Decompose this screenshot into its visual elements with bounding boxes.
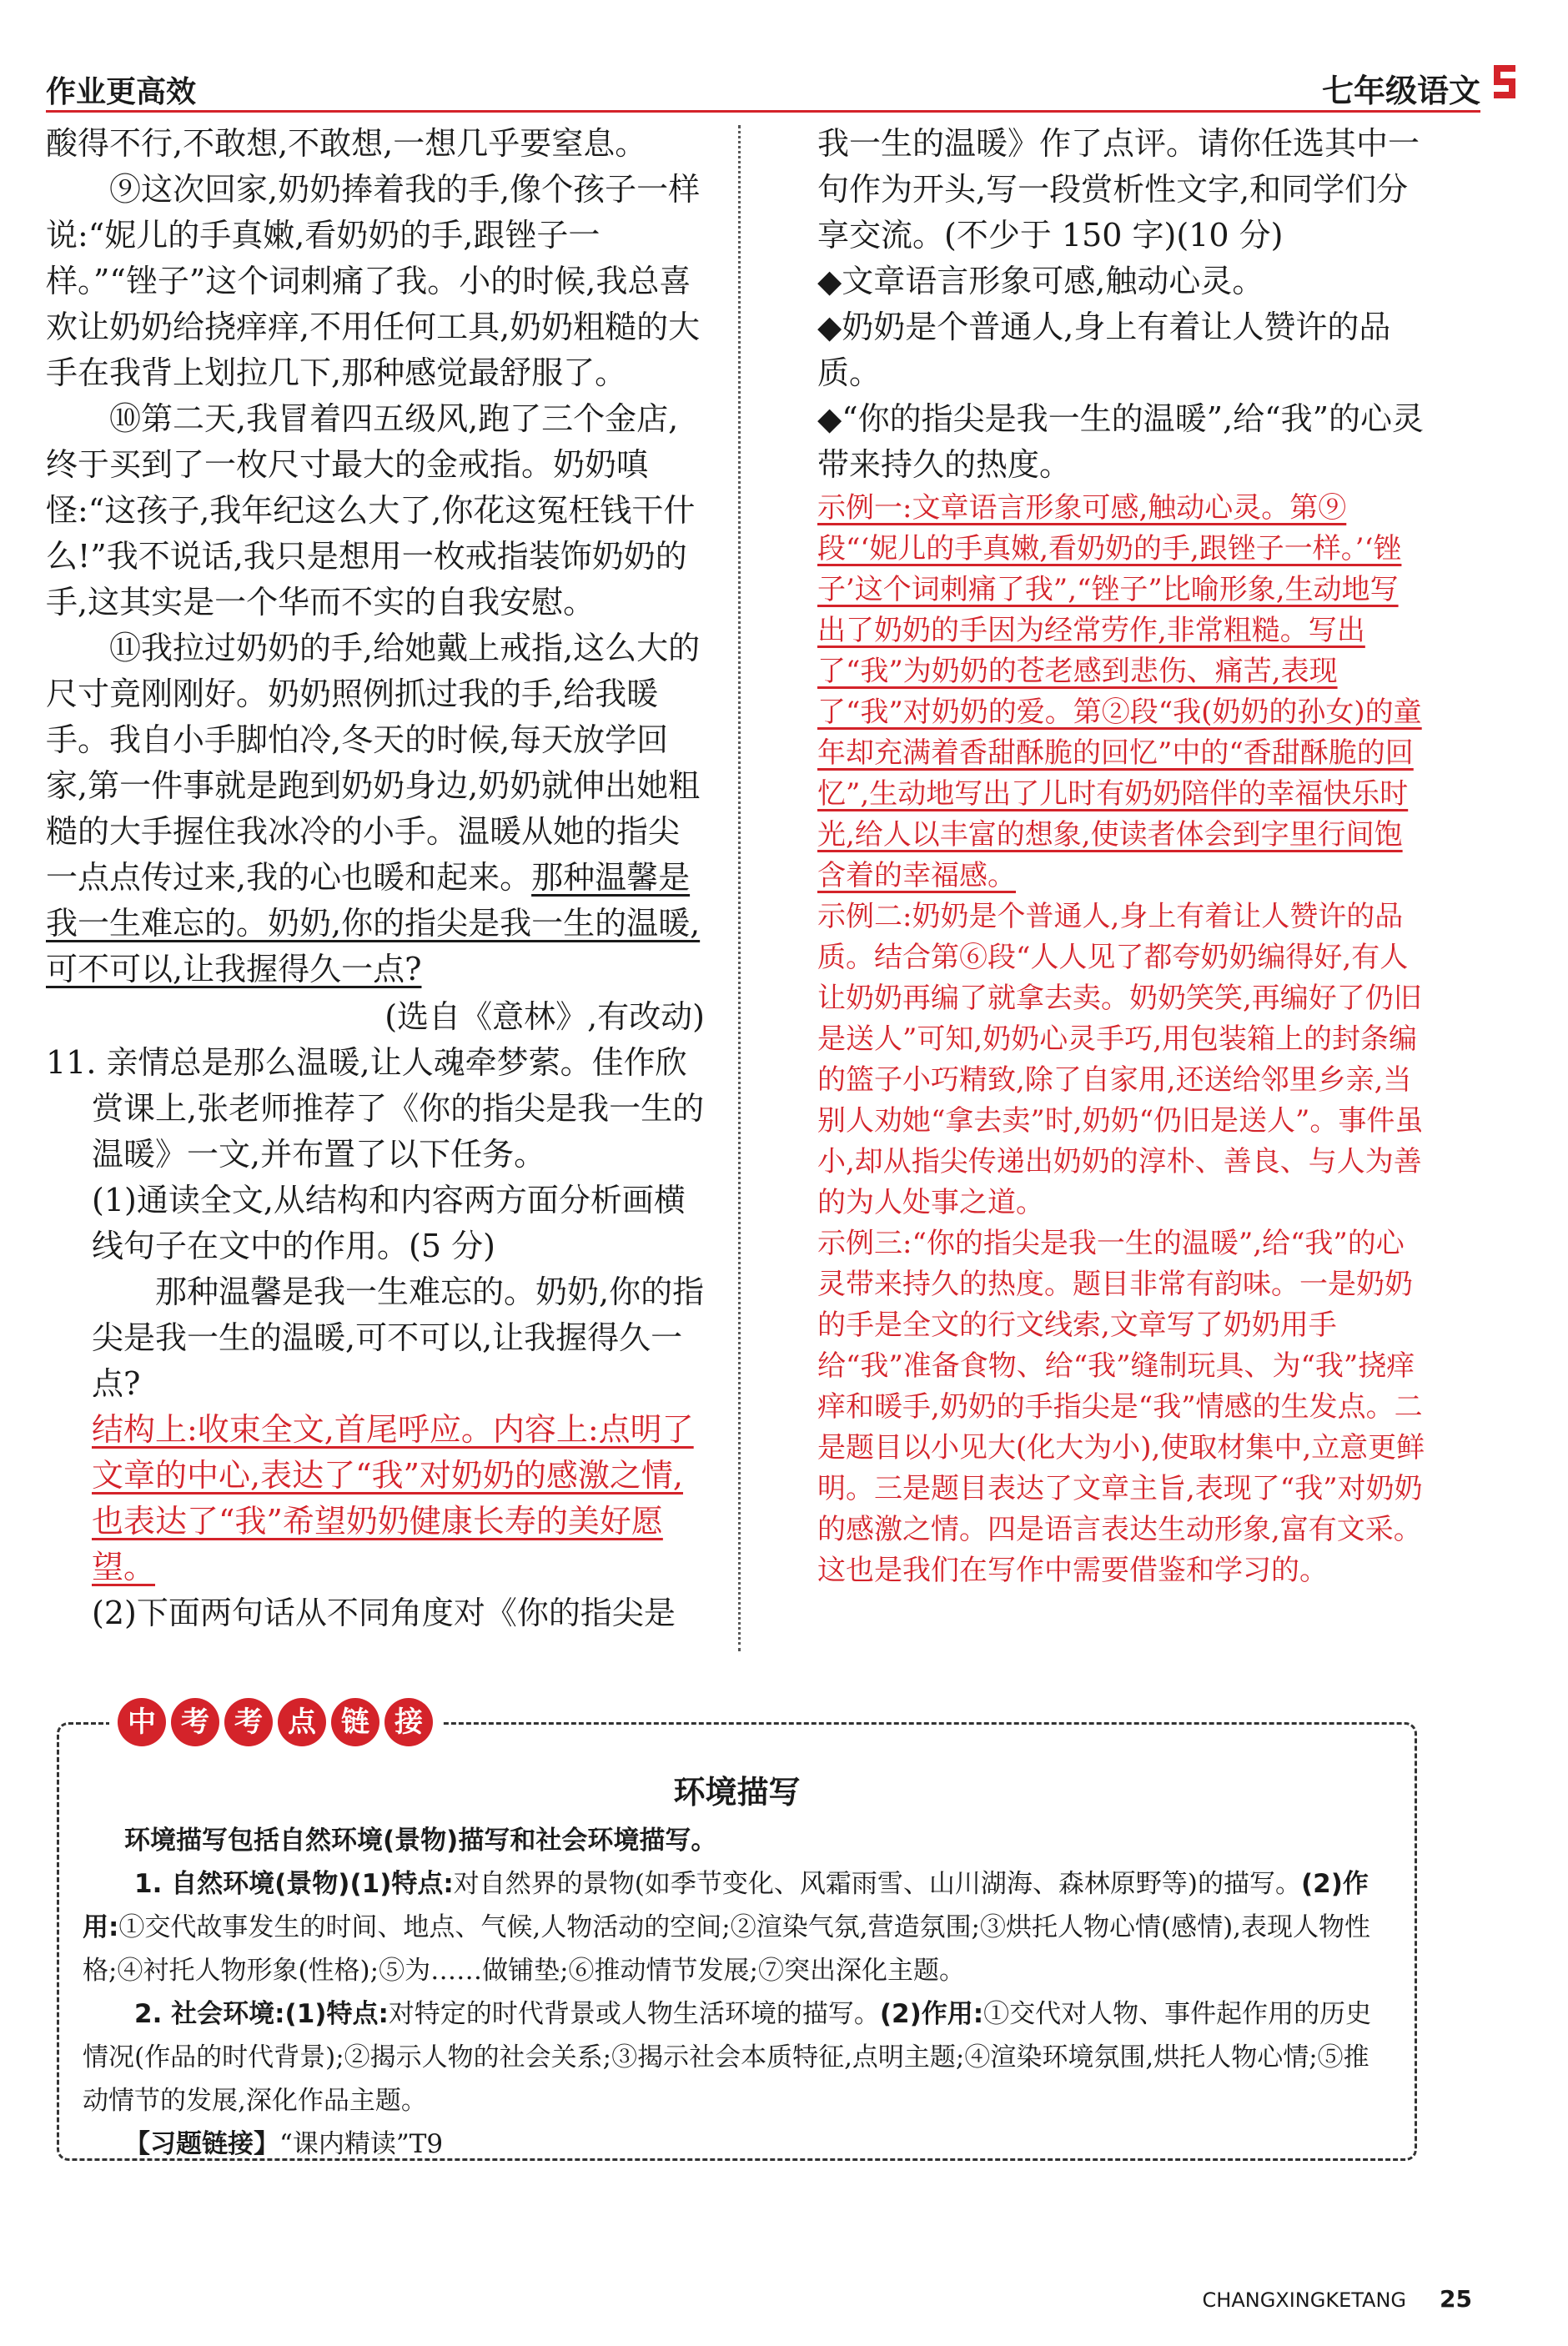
paragraph-9: ⑨这次回家,奶奶捧着我的手,像个孩子一样说:“妮儿的手真嫩,看奶奶的手,跟锉子一样。”“锉子”这个词刺痛了我。小的时候,我总喜欢让奶奶给挠痒痒,不用任何工具,奶奶粗糙的大手在我背上划拉几下,那种感觉最舒服了。 (46, 171, 701, 391)
box-exercise-link (83, 2122, 1391, 2166)
badge-char: 考 (224, 1698, 273, 1746)
box-body (59, 1812, 1415, 2166)
header-slogan: 作业更高效 (46, 75, 197, 109)
badge-char: 考 (171, 1698, 219, 1746)
question-11-stem: 11. 亲情总是那么温暖,让人魂牵梦萦。佳作欣赏课上,张老师推荐了《你的指尖是我一生的温暖》一文,并布置了以下任务。 (46, 1044, 705, 1173)
header-subject: 七年级语文 (1321, 73, 1480, 109)
paragraph-10: ⑩第二天,我冒着四五级风,跑了三个金店,终于买到了一枚尺寸最大的金戒指。奶奶嗔怪:“这孩子,我年纪这么大了,你花这冤枉钱干什么!”我不说话,我只是想用一枚戒指装饰奶奶的手,这其实是一个华而不实的自我安慰。 (46, 400, 696, 620)
box-item-1 (83, 1862, 1391, 1992)
footer-brand: CHANGXINGKETANG (1202, 2288, 1407, 2312)
bullet-1: ◆ 文章语言形象可感,触动心灵。 (817, 259, 1426, 304)
publisher-logo-icon (1487, 62, 1522, 102)
exercise-link-text: “课内精读”T9 (279, 2129, 444, 2159)
box-item-1-text-b: ①交代故事发生的时间、地点、气候,人物活动的空间;②渲染气氛,营造氛围;③烘托人物心情(感情),表现人物性格;④衬托人物形象(性格);⑤为……做铺垫;⑥推动情节发展;⑦突出深化主题。 (83, 1912, 1371, 1986)
source-note: (选自《意林》,有改动) (384, 998, 705, 1035)
question-11-2-continued: 我一生的温暖》作了点评。请你任选其中一句作为开头,写一段赏析性文字,和同学们分享交流。(不少于 150 字)(10 分) (817, 125, 1420, 254)
underlined-sentence: 那种温馨是我一生难忘的。奶奶,你的指尖是我一生的温暖,可不可以,让我握得久一点? (46, 859, 701, 987)
page-number: 25 (1440, 2285, 1472, 2313)
paragraph-intro: 酸得不行,不敢想,不敢想,一想几乎要窒息。 (46, 125, 647, 162)
badge-char: 点 (278, 1698, 326, 1746)
question-11-1: (1)通读全文,从结构和内容两方面分析画横线句子在文中的作用。(5 分) (92, 1182, 686, 1264)
box-item-1-label: 1. 自然环境(景物)(1)特点: (134, 1869, 454, 1899)
right-column (817, 121, 1426, 1591)
question-11-1-answer: 结构上:收束全文,首尾呼应。内容上:点明了文章的中心,表达了“我”对奶奶的感激之情,也表达了“我”希望奶奶健康长寿的美好愿望。 (92, 1411, 694, 1585)
exercise-link-label: 【习题链接】 (124, 2129, 279, 2159)
exam-link-box (57, 1705, 1417, 2161)
badge-char: 中 (118, 1698, 166, 1746)
badge-char: 接 (384, 1698, 433, 1746)
box-item-2-label-2: (2)作用: (879, 1999, 984, 2029)
badge-char: 链 (331, 1698, 379, 1746)
question-11-1-quote: 那种温馨是我一生难忘的。奶奶,你的指尖是我一生的温暖,可不可以,让我握得久一点? (92, 1273, 705, 1402)
box-item-2-text-a: 对特定的时代背景或人物生活环境的描写。 (388, 1999, 880, 2029)
answer-example-1: 示例一:文章语言形象可感,触动心灵。第⑨段“‘妮儿的手真嫩,看奶奶的手,跟锉子一样。’‘锉子’这个词刺痛了我”,“锉子”比喻形象,生动地写出了奶奶的手因为经常劳作,非常粗糙。写出了“我”为奶奶的苍老感到悲伤、痛苦,表现了“我”对奶奶的爱。第②段“我(奶奶的孙女)的童年却充满着香甜酥脆的回忆”中的“香甜酥脆的回忆”,生动地写出了儿时有奶奶陪伴的幸福快乐时光,给人以丰富的想象,使读者体会到字里行间饱含着的幸福感。 (817, 491, 1422, 892)
box-item-2 (83, 1992, 1391, 2122)
header-rule (46, 110, 1480, 113)
box-item-2-text-b: ①交代对人物、事件起作用的历史情况(作品的时代背景);②揭示人物的社会关系;③揭示社会本质特征,点明主题;④渲染环境氛围,烘托人物心情;⑤推动情节的发展,深化作品主题。 (83, 1999, 1372, 2116)
page-footer (1203, 2285, 1472, 2313)
exam-link-badges (109, 1698, 441, 1746)
box-item-1-text-a: 对自然界的景物(如季节变化、风霜雨雪、山川湖海、森林原野等)的描写。 (453, 1869, 1301, 1899)
box-intro: 环境描写包括自然环境(景物)描写和社会环境描写。 (124, 1826, 717, 1856)
answer-example-3: 示例三:“你的指尖是我一生的温暖”,给“我”的心灵带来持久的热度。题目非常有韵味。一是奶奶的手是全文的行文线索,文章写了奶奶用手给“我”准备食物、给“我”缝制玩具、为“我”挠痒痒和暖手,奶奶的手指尖是“我”情感的生发点。二是题目以小见大(化大为小),使取材集中,立意更鲜明。三是题目表达了文章主旨,表现了“我”对奶奶的感激之情。四是语言表达生动形象,富有文采。这也是我们在写作中需要借鉴和学习的。 (817, 1227, 1425, 1587)
answer-example-2: 示例二:奶奶是个普通人,身上有着让人赞许的品质。结合第⑥段“人人见了都夸奶奶编得好,有人让奶奶再编了就拿去卖。奶奶笑笑,再编好了仍旧是送人”可知,奶奶心灵手巧,用包装箱上的封条编的篮子小巧精致,除了自家用,还送给邻里乡亲,当别人劝她“拿去卖”时,奶奶“仍旧是送人”。事件虽小,却从指尖传递出奶奶的淳朴、善良、与人为善的为人处事之道。 (817, 900, 1424, 1219)
left-column (46, 121, 705, 1636)
bullet-3: ◆ “你的指尖是我一生的温暖”,给“我”的心灵带来持久的热度。 (817, 396, 1426, 488)
bullet-2: ◆ 奶奶是个普通人,身上有着让人赞许的品质。 (817, 304, 1426, 396)
paragraph-11 (46, 625, 705, 992)
column-divider (738, 125, 741, 1651)
paragraph-11-text: ⑪我拉过奶奶的手,给她戴上戒指,这么大的尺寸竟刚刚好。奶奶照例抓过我的手,给我暖手。我自小手脚怕冷,冬天的时候,每天放学回家,第一件事就是跑到奶奶身边,奶奶就伸出她粗糙的大手握住我冰冷的小手。温暖从她的指尖一点点传过来,我的心也暖和起来。 (46, 630, 701, 896)
page-header (46, 58, 1522, 108)
box-title: 环境描写 (673, 1774, 801, 1811)
box-item-1-label-2: (2)作用: (83, 1869, 1369, 1942)
box-item-2-label: 2. 社会环境:(1)特点: (134, 1999, 389, 2029)
question-11-2-start: (2)下面两句话从不同角度对《你的指尖是 (92, 1595, 676, 1631)
